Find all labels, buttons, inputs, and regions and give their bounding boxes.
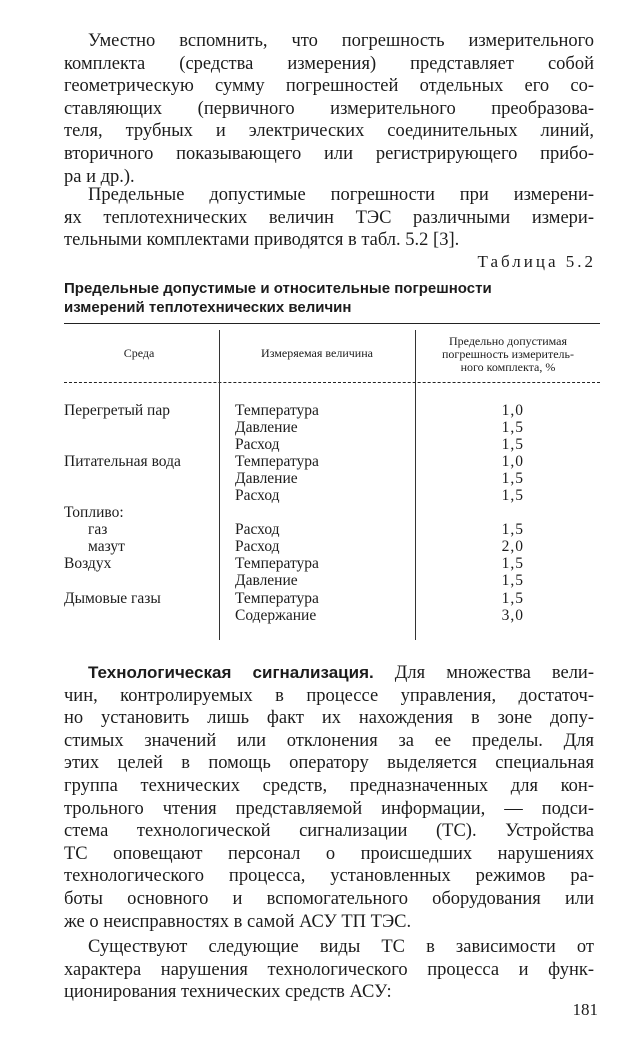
text-line: но установить лишь факт их нахождения в зоне допу- — [64, 708, 594, 729]
table-label: Таблица 5.2 — [477, 252, 596, 271]
limits-paragraph — [64, 184, 594, 252]
table-row — [64, 419, 600, 437]
table-row — [64, 572, 600, 590]
cell-error: 2,0 — [501, 538, 524, 555]
header-error — [418, 335, 598, 374]
text-line: стимых значений или отклонения за ее пределы. Для — [64, 730, 594, 751]
header-error-line: Предельно допустимая — [448, 334, 568, 348]
cell-medium: мазут — [88, 538, 125, 555]
cell-medium: Топливо: — [64, 504, 124, 521]
table-row — [64, 402, 600, 420]
table-row — [64, 487, 600, 505]
cell-error: 1,5 — [501, 487, 524, 504]
cell-error: 1,0 — [501, 402, 524, 419]
table-row — [64, 453, 600, 471]
text-line — [64, 662, 594, 685]
text-line: ТС оповещают персонал о происшедших нарушениях — [64, 843, 594, 864]
signaling-paragraph — [64, 662, 594, 933]
text-line: ях теплотехнических величин ТЭС различными измери- — [64, 207, 594, 228]
section-heading: Технологическая сигнализация. — [88, 663, 374, 682]
table-row — [64, 470, 600, 488]
text-line: этих целей в помощь оператору выделяется специальная — [64, 753, 594, 774]
cell-medium: Перегретый пар — [64, 402, 170, 419]
text-line: теля, трубных и электрических соединительных линий, — [64, 121, 594, 142]
text-line: стема технологической сигнализации (ТС). Устройства — [64, 821, 594, 842]
text-line: Существуют следующие виды ТС в зависимости от — [88, 937, 594, 957]
cell-error: 3,0 — [501, 607, 524, 624]
header-error-line: погрешность измеритель- — [441, 347, 575, 361]
intro-paragraph — [64, 30, 594, 188]
text-line: технологического процесса, установленных режимов ра- — [64, 866, 594, 887]
cell-quantity: Температура — [235, 453, 319, 470]
text-line: ставляющих (первичного измерительного преобразова- — [64, 98, 594, 119]
text-line: характера нарушения технологического процесса и функ- — [64, 959, 594, 980]
text-line: Уместно вспомнить, что погрешность измерительного — [88, 31, 594, 51]
cell-error: 1,5 — [501, 590, 524, 607]
text-fragment: Для множества вели- — [394, 663, 594, 683]
cell-quantity: Давление — [235, 572, 298, 589]
cell-quantity: Содержание — [235, 607, 317, 624]
cell-quantity: Расход — [235, 538, 280, 555]
cell-medium: газ — [88, 521, 108, 538]
cell-error: 1,5 — [501, 470, 524, 487]
cell-error: 1,5 — [501, 419, 524, 436]
text-line: чин, контролируемых в процессе управления, достаточ- — [64, 685, 594, 706]
cell-error: 1,5 — [501, 555, 524, 572]
table-row — [64, 590, 600, 608]
text-line: тельными комплектами приводятся в табл. 5.2 [3]. — [64, 230, 460, 251]
cell-quantity: Температура — [235, 555, 319, 572]
cell-quantity: Температура — [235, 590, 319, 607]
cell-error: 1,0 — [501, 453, 524, 470]
text-line: группа технических средств, предназначенных для кон- — [64, 775, 594, 796]
table-row — [64, 538, 600, 556]
cell-error: 1,5 — [501, 572, 524, 589]
table-row — [64, 607, 600, 625]
cell-quantity: Давление — [235, 419, 298, 436]
cell-quantity: Температура — [235, 402, 319, 419]
text-line: геометрическую сумму погрешностей отдельных его со- — [64, 76, 594, 97]
cell-error: 1,5 — [501, 436, 524, 453]
cell-medium: Дымовые газы — [64, 590, 161, 607]
table-caption — [64, 279, 564, 317]
table-row — [64, 436, 600, 454]
text-line: комплекта (средства измерения) представляет собой — [64, 53, 594, 74]
text-line: боты основного и вспомогательного оборудования или — [64, 888, 594, 909]
cell-quantity: Давление — [235, 470, 298, 487]
page-number: 181 — [572, 1000, 598, 1019]
table-row — [64, 555, 600, 573]
table-row — [64, 521, 600, 539]
header-quantity: Измеряемая величина — [261, 346, 373, 360]
table-row — [64, 504, 600, 522]
caption-line: измерений теплотехнических величин — [64, 299, 352, 316]
cell-quantity: Расход — [235, 436, 280, 453]
cell-error: 1,5 — [501, 521, 524, 538]
table-header-rule — [64, 382, 600, 383]
cell-medium: Питательная вода — [64, 453, 181, 470]
text-line: ра и др.). — [64, 166, 135, 187]
text-line: Предельные допустимые погрешности при измерени- — [88, 185, 594, 205]
kinds-paragraph — [64, 936, 594, 1004]
cell-quantity: Расход — [235, 487, 280, 504]
table-top-rule — [64, 323, 600, 324]
header-error-line: ного комплекта, % — [460, 360, 556, 374]
text-line: трольного чтения представляемой информации, — подси- — [64, 798, 594, 819]
text-line: вторичного показывающего или регистрирующего прибо- — [64, 143, 594, 164]
caption-line: Предельные допустимые и относительные погрешности — [64, 280, 492, 297]
text-line: же о неисправностях в самой АСУ ТП ТЭС. — [64, 911, 412, 932]
header-medium: Среда — [123, 346, 155, 360]
cell-medium: Воздух — [64, 555, 112, 572]
text-line: ционирования технических средств АСУ: — [64, 982, 392, 1003]
cell-quantity: Расход — [235, 521, 280, 538]
